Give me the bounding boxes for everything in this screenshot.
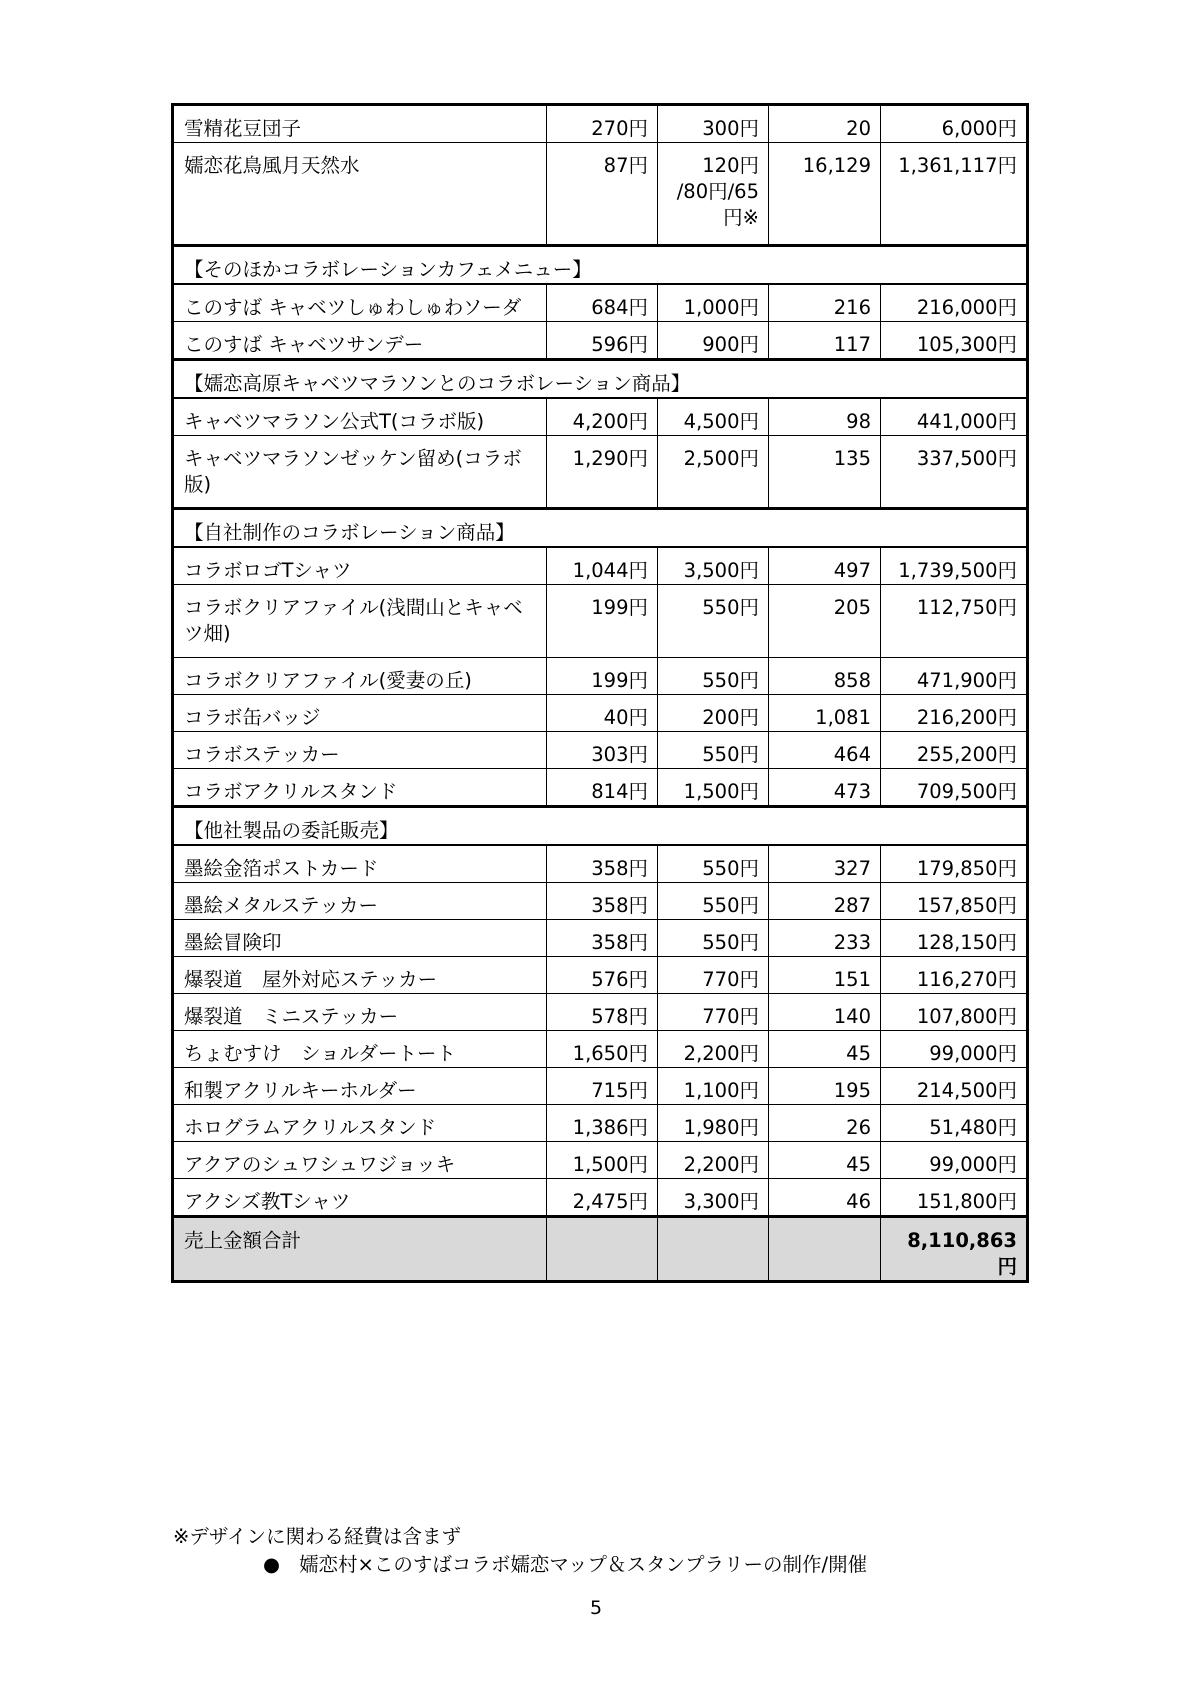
table-row bbox=[173, 957, 1028, 994]
grand-total: 8,110,863円 bbox=[881, 1217, 1028, 1282]
section-label: 【他社製品の委託販売】 bbox=[173, 807, 1028, 846]
unit-cost: 596円 bbox=[547, 322, 658, 360]
table-row bbox=[173, 994, 1028, 1031]
unit-price: 3,500円 bbox=[658, 547, 769, 585]
table-row bbox=[173, 143, 1028, 246]
table-row bbox=[173, 658, 1028, 695]
unit-price: 2,200円 bbox=[658, 1031, 769, 1068]
unit-price: 770円 bbox=[658, 957, 769, 994]
table-row bbox=[173, 769, 1028, 807]
unit-cost: 270円 bbox=[547, 105, 658, 143]
unit-cost: 358円 bbox=[547, 845, 658, 883]
line-total: 151,800円 bbox=[881, 1179, 1028, 1217]
quantity: 98 bbox=[769, 398, 881, 436]
item-name: ちょむすけ ショルダートート bbox=[173, 1031, 547, 1068]
unit-cost: 199円 bbox=[547, 658, 658, 695]
empty-cell bbox=[658, 1217, 769, 1282]
quantity: 45 bbox=[769, 1142, 881, 1179]
table-row bbox=[173, 1105, 1028, 1142]
line-total: 441,000円 bbox=[881, 398, 1028, 436]
item-name: キャベツマラソン公式T(コラボ版) bbox=[173, 398, 547, 436]
line-total: 337,500円 bbox=[881, 436, 1028, 509]
unit-price: 2,200円 bbox=[658, 1142, 769, 1179]
line-total: 216,200円 bbox=[881, 695, 1028, 732]
line-total: 99,000円 bbox=[881, 1142, 1028, 1179]
bullet-text: 嬬恋村×このすばコラボ嬬恋マップ＆スタンプラリーの制作/開催 bbox=[299, 1553, 868, 1576]
item-name: 雪精花豆団子 bbox=[173, 105, 547, 143]
quantity: 20 bbox=[769, 105, 881, 143]
empty-cell bbox=[547, 1217, 658, 1282]
section-label: 【嬬恋高原キャベツマラソンとのコラボレーション商品】 bbox=[173, 360, 1028, 399]
unit-cost: 4,200円 bbox=[547, 398, 658, 436]
item-name: コラボクリアファイル(愛妻の丘) bbox=[173, 658, 547, 695]
unit-cost: 578円 bbox=[547, 994, 658, 1031]
unit-price: 3,300円 bbox=[658, 1179, 769, 1217]
item-name: ホログラムアクリルスタンド bbox=[173, 1105, 547, 1142]
section-header-row bbox=[173, 807, 1028, 846]
table-row bbox=[173, 436, 1028, 509]
expense-note: ※デザインに関わる経費は含まず bbox=[173, 1525, 461, 1548]
unit-price: 550円 bbox=[658, 845, 769, 883]
item-name: 墨絵冒険印 bbox=[173, 920, 547, 957]
unit-price: 2,500円 bbox=[658, 436, 769, 509]
unit-cost: 1,290円 bbox=[547, 436, 658, 509]
quantity: 216 bbox=[769, 284, 881, 322]
table-row bbox=[173, 105, 1028, 143]
item-name: コラボステッカー bbox=[173, 732, 547, 769]
total-row bbox=[173, 1217, 1028, 1282]
quantity: 45 bbox=[769, 1031, 881, 1068]
item-name: コラボクリアファイル(浅間山とキャベツ畑) bbox=[173, 585, 547, 658]
item-name: 墨絵金箔ポストカード bbox=[173, 845, 547, 883]
unit-price: 200円 bbox=[658, 695, 769, 732]
quantity: 858 bbox=[769, 658, 881, 695]
item-name: このすば キャベツサンデー bbox=[173, 322, 547, 360]
unit-cost: 715円 bbox=[547, 1068, 658, 1105]
line-total: 99,000円 bbox=[881, 1031, 1028, 1068]
unit-price: 900円 bbox=[658, 322, 769, 360]
item-name: アクシズ教Tシャツ bbox=[173, 1179, 547, 1217]
unit-price: 550円 bbox=[658, 920, 769, 957]
quantity: 205 bbox=[769, 585, 881, 658]
table-row bbox=[173, 284, 1028, 322]
quantity: 26 bbox=[769, 1105, 881, 1142]
unit-cost: 684円 bbox=[547, 284, 658, 322]
table-row bbox=[173, 1068, 1028, 1105]
quantity: 16,129 bbox=[769, 143, 881, 246]
total-label: 売上金額合計 bbox=[173, 1217, 547, 1282]
item-name: コラボアクリルスタンド bbox=[173, 769, 547, 807]
quantity: 140 bbox=[769, 994, 881, 1031]
quantity: 287 bbox=[769, 883, 881, 920]
line-total: 1,361,117円 bbox=[881, 143, 1028, 246]
item-name: アクアのシュワシュワジョッキ bbox=[173, 1142, 547, 1179]
item-name: 墨絵メタルステッカー bbox=[173, 883, 547, 920]
item-name: 爆裂道 屋外対応ステッカー bbox=[173, 957, 547, 994]
item-name: 和製アクリルキーホルダー bbox=[173, 1068, 547, 1105]
line-total: 255,200円 bbox=[881, 732, 1028, 769]
unit-cost: 87円 bbox=[547, 143, 658, 246]
quantity: 46 bbox=[769, 1179, 881, 1217]
bullet-icon: ● bbox=[263, 1553, 281, 1576]
quantity: 233 bbox=[769, 920, 881, 957]
bullet-item bbox=[263, 1549, 867, 1577]
item-name: キャベツマラソンゼッケン留め(コラボ版) bbox=[173, 436, 547, 509]
quantity: 1,081 bbox=[769, 695, 881, 732]
table-row bbox=[173, 695, 1028, 732]
line-total: 471,900円 bbox=[881, 658, 1028, 695]
unit-cost: 576円 bbox=[547, 957, 658, 994]
item-name: このすば キャベツしゅわしゅわソーダ bbox=[173, 284, 547, 322]
section-label: 【自社制作のコラボレーション商品】 bbox=[173, 509, 1028, 548]
table-row bbox=[173, 322, 1028, 360]
quantity: 497 bbox=[769, 547, 881, 585]
unit-cost: 1,386円 bbox=[547, 1105, 658, 1142]
table-body bbox=[173, 105, 1028, 1282]
line-total: 157,850円 bbox=[881, 883, 1028, 920]
unit-price: 550円 bbox=[658, 732, 769, 769]
table-row bbox=[173, 1179, 1028, 1217]
line-total: 51,480円 bbox=[881, 1105, 1028, 1142]
table-row bbox=[173, 1142, 1028, 1179]
unit-price: 1,500円 bbox=[658, 769, 769, 807]
quantity: 117 bbox=[769, 322, 881, 360]
unit-price: 1,000円 bbox=[658, 284, 769, 322]
unit-price: 1,100円 bbox=[658, 1068, 769, 1105]
page-number: 5 bbox=[589, 1597, 603, 1619]
line-total: 214,500円 bbox=[881, 1068, 1028, 1105]
unit-cost: 199円 bbox=[547, 585, 658, 658]
unit-cost: 358円 bbox=[547, 920, 658, 957]
table-row bbox=[173, 547, 1028, 585]
empty-cell bbox=[769, 1217, 881, 1282]
unit-cost: 1,650円 bbox=[547, 1031, 658, 1068]
table-row bbox=[173, 920, 1028, 957]
table-row bbox=[173, 845, 1028, 883]
line-total: 128,150円 bbox=[881, 920, 1028, 957]
unit-cost: 40円 bbox=[547, 695, 658, 732]
unit-cost: 358円 bbox=[547, 883, 658, 920]
item-name: コラボロゴTシャツ bbox=[173, 547, 547, 585]
section-label: 【そのほかコラボレーションカフェメニュー】 bbox=[173, 246, 1028, 285]
line-total: 709,500円 bbox=[881, 769, 1028, 807]
quantity: 473 bbox=[769, 769, 881, 807]
unit-price: 300円 bbox=[658, 105, 769, 143]
unit-cost: 814円 bbox=[547, 769, 658, 807]
unit-price: 770円 bbox=[658, 994, 769, 1031]
unit-price: 120円 /80円/65 円※ bbox=[658, 143, 769, 246]
sales-table bbox=[171, 103, 1029, 1283]
unit-price: 550円 bbox=[658, 658, 769, 695]
unit-cost: 303円 bbox=[547, 732, 658, 769]
line-total: 105,300円 bbox=[881, 322, 1028, 360]
item-name: コラボ缶バッジ bbox=[173, 695, 547, 732]
unit-price: 4,500円 bbox=[658, 398, 769, 436]
section-header-row bbox=[173, 509, 1028, 548]
quantity: 464 bbox=[769, 732, 881, 769]
table-row bbox=[173, 1031, 1028, 1068]
line-total: 216,000円 bbox=[881, 284, 1028, 322]
section-header-row bbox=[173, 360, 1028, 399]
table-row bbox=[173, 398, 1028, 436]
unit-cost: 2,475円 bbox=[547, 1179, 658, 1217]
line-total: 107,800円 bbox=[881, 994, 1028, 1031]
item-name: 嬬恋花鳥風月天然水 bbox=[173, 143, 547, 246]
unit-cost: 1,500円 bbox=[547, 1142, 658, 1179]
line-total: 6,000円 bbox=[881, 105, 1028, 143]
quantity: 151 bbox=[769, 957, 881, 994]
unit-price: 550円 bbox=[658, 585, 769, 658]
item-name: 爆裂道 ミニステッカー bbox=[173, 994, 547, 1031]
table-row bbox=[173, 732, 1028, 769]
unit-cost: 1,044円 bbox=[547, 547, 658, 585]
quantity: 135 bbox=[769, 436, 881, 509]
line-total: 116,270円 bbox=[881, 957, 1028, 994]
line-total: 1,739,500円 bbox=[881, 547, 1028, 585]
line-total: 112,750円 bbox=[881, 585, 1028, 658]
unit-price: 1,980円 bbox=[658, 1105, 769, 1142]
table-row bbox=[173, 883, 1028, 920]
unit-price: 550円 bbox=[658, 883, 769, 920]
section-header-row bbox=[173, 246, 1028, 285]
quantity: 195 bbox=[769, 1068, 881, 1105]
table-row bbox=[173, 585, 1028, 658]
quantity: 327 bbox=[769, 845, 881, 883]
line-total: 179,850円 bbox=[881, 845, 1028, 883]
